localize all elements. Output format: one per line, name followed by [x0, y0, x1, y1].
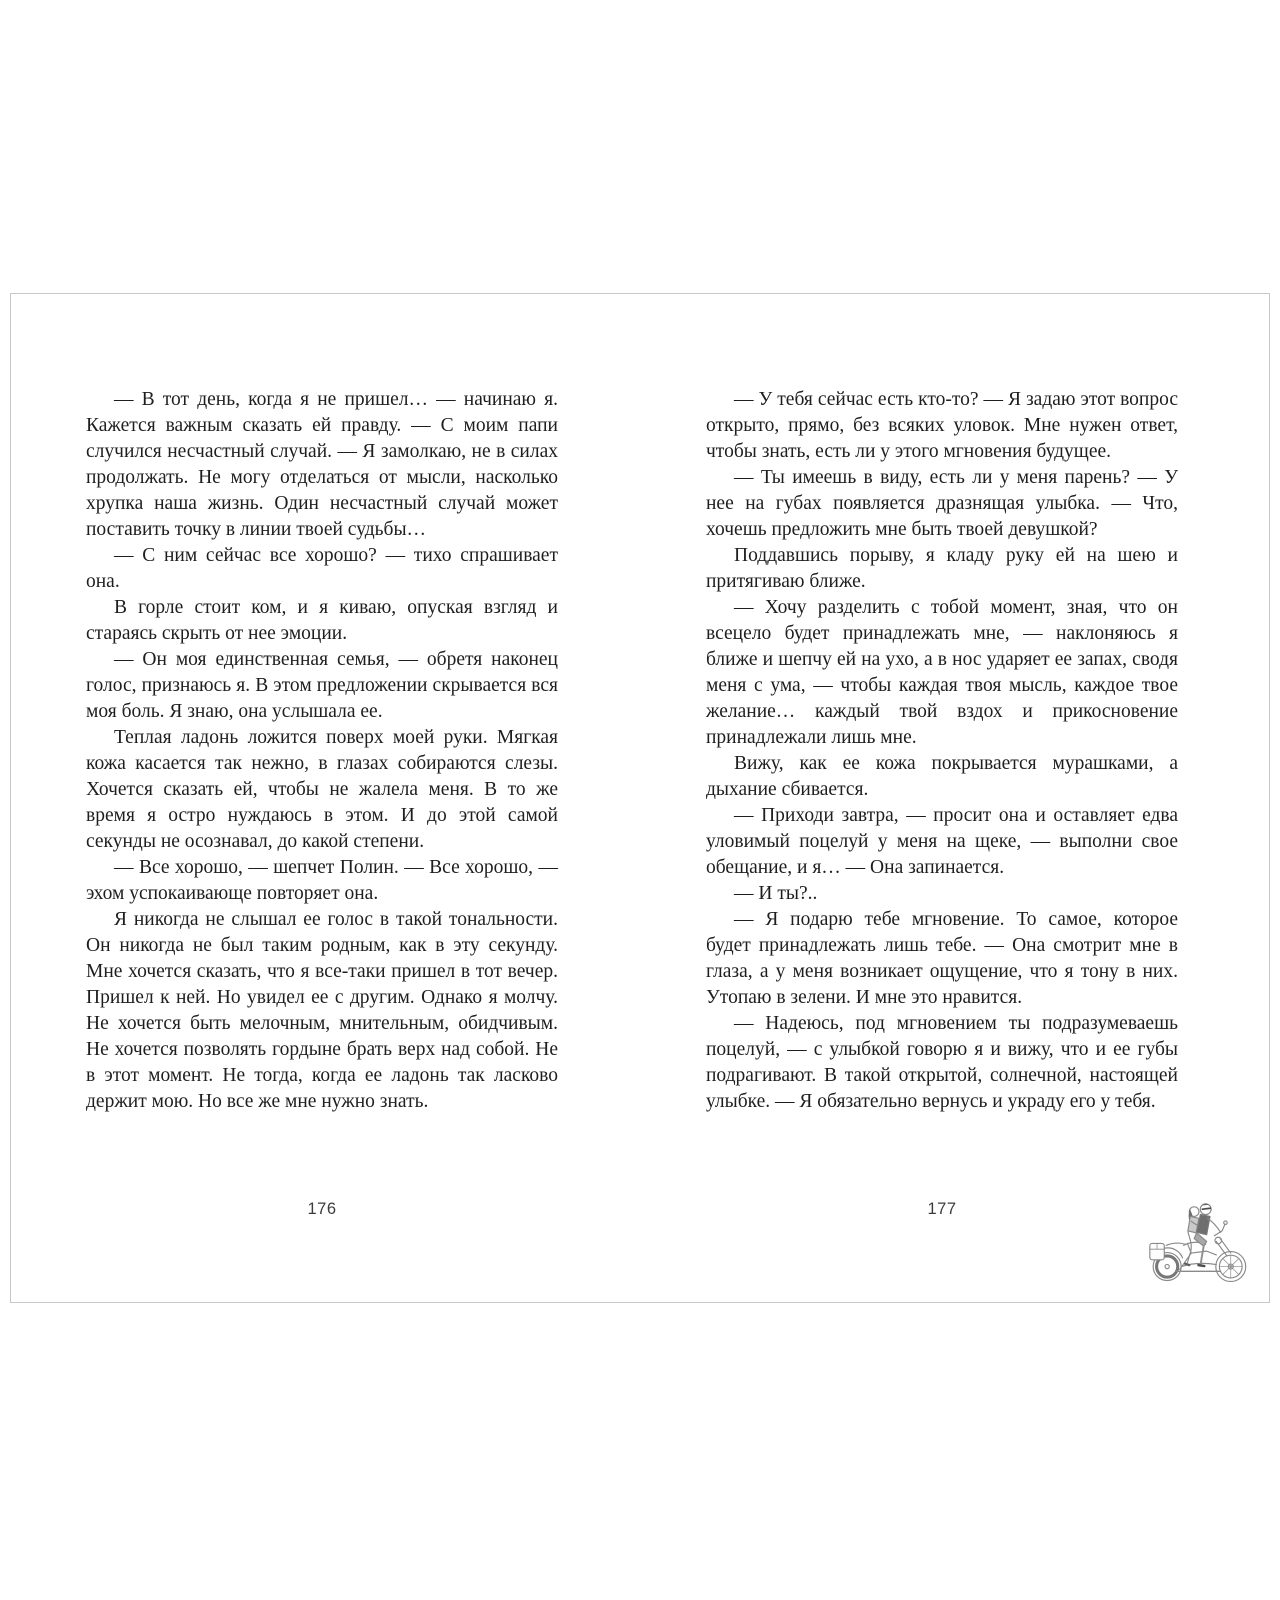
page-number-right: 177 — [927, 1200, 957, 1218]
paragraph: — Хочу разделить с тобой момент, зная, что он всецело будет принадлежать мне, — наклоняюсь я ближе и шепчу ей на ухо, а в нос ударяет ее запах, сводя меня с ума, — чтобы каждая твоя мысль, каждое твое желание… каждый твой вздох и прикосновение принадлежали лишь мне. — [706, 597, 1178, 748]
paragraph: Вижу, как ее кожа покрывается мурашками, а дыхание сбивается. — [706, 753, 1178, 800]
paragraph: — В тот день, когда я не пришел… — начинаю я. Кажется важным сказать ей правду. — С моим папи случился несчастный случай. — Я замолкаю, не в силах продолжать. Не могу отделаться от мысли, насколько хрупка наша жизнь. Один несчастный случай может поставить точку в линии твоей судьбы… — [86, 389, 558, 540]
paragraph: — Все хорошо, — шепчет Полин. — Все хорошо, — эхом успокаивающе повторяет она. — [86, 857, 558, 904]
book-spread — [10, 293, 1270, 1303]
paragraph: Поддавшись порыву, я кладу руку ей на шею и притягиваю ближе. — [706, 545, 1178, 592]
paragraph: Теплая ладонь ложится поверх моей руки. Мягкая кожа касается так нежно, в глазах собираются слезы. Хочется сказать ей, чтобы не жалела меня. В то же время я остро нуждаюсь в этом. И до этой самой секунды не осознавал, до какой степени. — [86, 727, 558, 852]
paragraph: — Надеюсь, под мгновением ты подразумеваешь поцелуй, — с улыбкой говорю я и вижу, что и ее губы подрагивают. В такой открытой, солнечной, настоящей улыбке. — Я обязательно вернусь и украду его у тебя. — [706, 1013, 1178, 1112]
page-number-left: 176 — [307, 1200, 337, 1218]
paragraph: — У тебя сейчас есть кто-то? — Я задаю этот вопрос открыто, прямо, без всяких уловок. Мне нужен ответ, чтобы знать, есть ли у этого мгновения будущее. — [706, 389, 1178, 462]
paragraph: — Он моя единственная семья, — обретя наконец голос, признаюсь я. В этом предложении скрывается вся моя боль. Я знаю, она услышала ее. — [86, 649, 558, 722]
paragraph: — Приходи завтра, — просит она и оставляет едва уловимый поцелуй у меня на щеке, — выполни свое обещание, и я… — Она запинается. — [706, 805, 1178, 878]
paragraph: — С ним сейчас все хорошо? — тихо спрашивает она. — [86, 545, 558, 592]
paragraph: — Ты имеешь в виду, есть ли у меня парень? — У нее на губах появляется дразнящая улыбка. — Что, хочешь предложить мне быть твоей девушкой? — [706, 467, 1178, 540]
paragraph: В горле стоит ком, и я киваю, опуская взгляд и стараясь скрыть от нее эмоции. — [86, 597, 558, 644]
motorcycle-illustration — [1145, 1195, 1251, 1287]
page-right-text — [706, 387, 1178, 1115]
paragraph: Я никогда не слышал ее голос в такой тональности. Он никогда не был таким родным, как в эту секунду. Мне хочется сказать, что я все-таки пришел в тот вечер. Пришел к ней. Но увидел ее с другим. Однако я молчу. Не хочется быть мелочным, мнительным, обидчивым. Не хочется позволять гордыне брать верх над собой. Не в этот момент. Не тогда, когда ее ладонь так ласково держит мою. Но все же мне нужно знать. — [86, 909, 558, 1112]
paragraph: — Я подарю тебе мгновение. То самое, которое будет принадлежать лишь тебе. — Она смотрит мне в глаза, а у меня возникает ощущение, что я тону в них. Утопаю в зелени. И мне это нравится. — [706, 909, 1178, 1008]
page-left-text — [86, 387, 558, 1115]
paragraph: — И ты?.. — [734, 883, 818, 904]
